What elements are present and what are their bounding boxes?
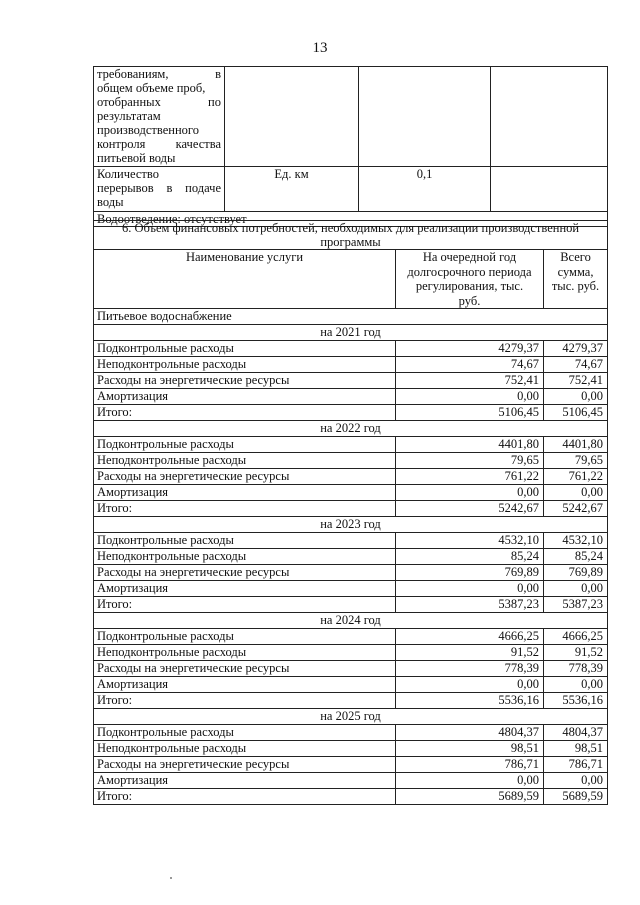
table-row [94,485,608,501]
table-row [94,597,608,613]
table-row [94,67,608,167]
year-row [94,421,608,437]
total-value: 0,00 [544,773,608,789]
year-label: на 2022 год [94,421,608,437]
text-line: Количество [97,167,159,181]
category-row [94,309,608,325]
total-value: 0,00 [544,677,608,693]
cost-item-name: Итого: [94,597,396,613]
extra-cell [491,167,608,212]
text-line: требованиям, в [97,67,221,81]
table-row [94,501,608,517]
year-label: на 2024 год [94,613,608,629]
next-year-value: 85,24 [396,549,544,565]
next-year-value: 752,41 [396,373,544,389]
table-row [94,167,608,212]
text-line: контроля качества [97,137,221,151]
category-label: Питьевое водоснабжение [94,309,608,325]
table-row [94,773,608,789]
year-label: на 2023 год [94,517,608,533]
next-year-value: 74,67 [396,357,544,373]
cost-item-name: Расходы на энергетические ресурсы [94,373,396,389]
table-row [94,533,608,549]
text-line: перерывов в подаче [97,181,221,195]
text-line: воды [97,195,124,209]
cost-item-name: Амортизация [94,389,396,405]
indicator-name-cell [94,167,225,212]
text-line: отобранных по [97,95,221,109]
next-year-value: 0,00 [396,581,544,597]
cost-item-name: Подконтрольные расходы [94,341,396,357]
total-value: 769,89 [544,565,608,581]
extra-cell [491,67,608,167]
next-year-value: 5387,23 [396,597,544,613]
cost-item-name: Амортизация [94,485,396,501]
total-value: 4532,10 [544,533,608,549]
next-year-value: 98,51 [396,741,544,757]
cost-item-name: Расходы на энергетические ресурсы [94,469,396,485]
scan-speck [170,877,172,879]
next-year-value: 5242,67 [396,501,544,517]
cost-item-name: Подконтрольные расходы [94,725,396,741]
table-row [94,565,608,581]
header-row [94,250,608,309]
total-value: 5106,45 [544,405,608,421]
table-row [94,405,608,421]
table-row [94,357,608,373]
total-value: 5387,23 [544,597,608,613]
table-row [94,677,608,693]
table-row [94,645,608,661]
next-year-value: 5536,16 [396,693,544,709]
table-row [94,453,608,469]
cost-item-name: Итого: [94,501,396,517]
cost-item-name: Подконтрольные расходы [94,629,396,645]
table-row [94,741,608,757]
total-value: 5536,16 [544,693,608,709]
years-body [94,325,608,805]
unit-cell: Ед. км [225,167,359,212]
cost-item-name: Неподконтрольные расходы [94,453,396,469]
next-year-value: 778,39 [396,661,544,677]
total-value: 79,65 [544,453,608,469]
next-year-value: 769,89 [396,565,544,581]
page-number: 13 [312,40,328,56]
next-year-value: 79,65 [396,453,544,469]
total-value: 5242,67 [544,501,608,517]
total-value: 98,51 [544,741,608,757]
value-cell [359,67,491,167]
table-row [94,693,608,709]
text-line: питьевой воды [97,151,176,165]
total-value: 4279,37 [544,341,608,357]
table-row [94,373,608,389]
table-row [94,581,608,597]
next-year-value: 0,00 [396,389,544,405]
cost-item-name: Подконтрольные расходы [94,437,396,453]
table-row [94,389,608,405]
next-year-value: 4804,37 [396,725,544,741]
next-year-value: 0,00 [396,677,544,693]
value-cell: 0,1 [359,167,491,212]
total-value: 752,41 [544,373,608,389]
indicator-name-cell [94,67,225,167]
table-row [94,757,608,773]
text-line: результатам [97,109,161,123]
total-value: 778,39 [544,661,608,677]
next-year-value: 4279,37 [396,341,544,357]
cost-item-name: Расходы на энергетические ресурсы [94,661,396,677]
next-year-value: 4401,80 [396,437,544,453]
column-header-service: Наименование услуги [94,250,396,309]
table-row [94,437,608,453]
next-year-value: 786,71 [396,757,544,773]
total-value: 0,00 [544,485,608,501]
cost-item-name: Неподконтрольные расходы [94,549,396,565]
total-value: 85,24 [544,549,608,565]
column-header-total: Всего сумма, тыс. руб. [544,250,608,309]
total-value: 0,00 [544,581,608,597]
total-value: 4804,37 [544,725,608,741]
year-label: на 2025 год [94,709,608,725]
cost-item-name: Расходы на энергетические ресурсы [94,757,396,773]
column-header-next-year: На очередной год долгосрочного периода регулирования, тыс. руб. [396,250,544,309]
financial-needs-table [93,220,608,805]
next-year-value: 0,00 [396,773,544,789]
text-line: общем объеме проб, [97,81,206,95]
next-year-value: 4666,25 [396,629,544,645]
section-title: 6. Объем финансовых потребностей, необходимых для реализации производственной программы [94,221,608,250]
next-year-value: 4532,10 [396,533,544,549]
total-value: 4401,80 [544,437,608,453]
cost-item-name: Подконтрольные расходы [94,533,396,549]
total-value: 786,71 [544,757,608,773]
total-value: 5689,59 [544,789,608,805]
year-label: на 2021 год [94,325,608,341]
year-row [94,325,608,341]
table-row [94,661,608,677]
next-year-value: 91,52 [396,645,544,661]
next-year-value: 5689,59 [396,789,544,805]
year-row [94,613,608,629]
cost-item-name: Амортизация [94,773,396,789]
year-row [94,709,608,725]
total-value: 74,67 [544,357,608,373]
text-line: производственного [97,123,199,137]
table-row [94,725,608,741]
total-value: 0,00 [544,389,608,405]
unit-cell [225,67,359,167]
table-row [94,549,608,565]
next-year-value: 0,00 [396,485,544,501]
year-row [94,517,608,533]
cost-item-name: Итого: [94,405,396,421]
sanitation-note: Водоотведение: отсутствует [94,212,608,227]
cost-item-name: Итого: [94,693,396,709]
cost-item-name: Неподконтрольные расходы [94,357,396,373]
cost-item-name: Неподконтрольные расходы [94,645,396,661]
section-title-row [94,221,608,250]
cost-item-name: Расходы на энергетические ресурсы [94,565,396,581]
next-year-value: 5106,45 [396,405,544,421]
table-row [94,341,608,357]
cost-item-name: Неподконтрольные расходы [94,741,396,757]
table-row [94,629,608,645]
table-row [94,469,608,485]
cost-item-name: Итого: [94,789,396,805]
next-year-value: 761,22 [396,469,544,485]
cost-item-name: Амортизация [94,677,396,693]
quality-indicators-table [93,66,608,227]
cost-item-name: Амортизация [94,581,396,597]
total-value: 4666,25 [544,629,608,645]
total-value: 91,52 [544,645,608,661]
total-value: 761,22 [544,469,608,485]
table-row [94,789,608,805]
